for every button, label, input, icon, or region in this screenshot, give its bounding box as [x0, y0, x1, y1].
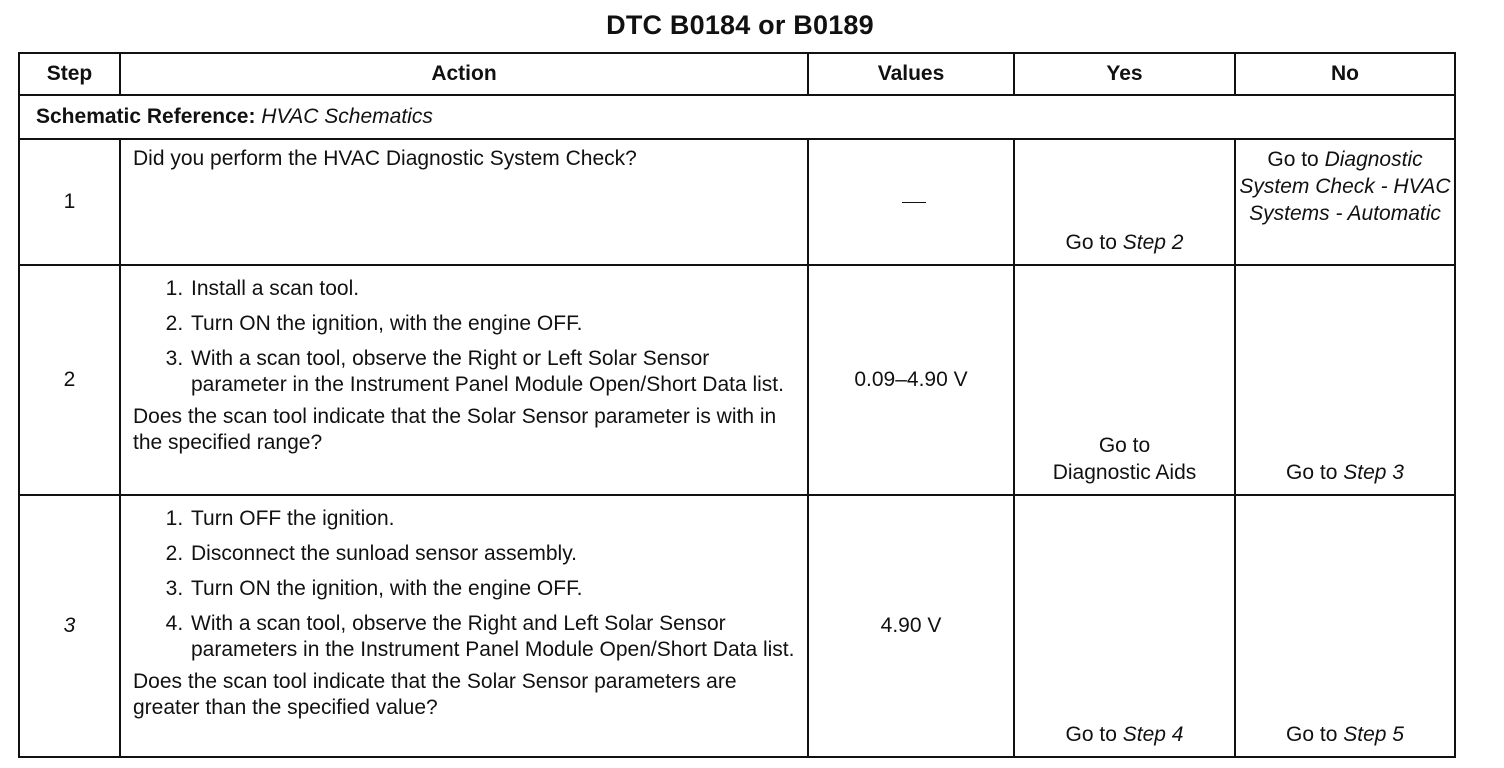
header-row	[19, 53, 1455, 95]
header-no: No	[1235, 53, 1455, 95]
action-step: 3. Turn ON the ignition, with the engine OFF.	[189, 576, 797, 602]
action-question: Does the scan tool indicate that the Solar Sensor parameters are greater than the specified value?	[133, 670, 737, 719]
no-prefix: Go to	[1286, 723, 1344, 746]
header-step: Step	[19, 53, 120, 95]
no-prefix: Go to	[1286, 461, 1344, 484]
yes-cell	[1014, 265, 1235, 495]
yes-cell	[1014, 139, 1235, 265]
action-question: Does the scan tool indicate that the Solar Sensor parameter is with in the specified range?	[133, 405, 777, 454]
value-cell	[808, 139, 1014, 265]
schematic-reference	[19, 95, 1455, 139]
yes-prefix: Go to	[1098, 434, 1151, 457]
value-cell	[808, 265, 1014, 495]
yes-prefix: Go to	[1065, 231, 1123, 254]
action-cell	[120, 265, 808, 495]
action-step: 4. With a scan tool, observe the Right and Left Solar Sensor parameters in the Instrument Panel Module Open/Short Data list.	[189, 611, 797, 663]
step-number: 3	[19, 495, 120, 757]
no-cell	[1235, 265, 1455, 495]
yes-prefix: Go to	[1065, 723, 1123, 746]
table-row	[19, 139, 1455, 265]
page-title: DTC B0184 or B0189	[606, 10, 874, 40]
action-cell	[120, 495, 808, 757]
yes-link[interactable]: Step 2	[1122, 231, 1184, 254]
value-text: 0.09–4.90 V	[854, 368, 968, 391]
action-cell	[120, 139, 808, 265]
value-text: 4.90 V	[880, 614, 942, 637]
header-action: Action	[120, 53, 808, 95]
schematic-reference-row	[19, 95, 1455, 139]
action-steps-list	[133, 276, 797, 398]
no-cell	[1235, 495, 1455, 757]
header-yes: Yes	[1014, 53, 1235, 95]
step-number: 1	[19, 139, 120, 265]
no-prefix: Go to	[1267, 148, 1325, 171]
table-row	[19, 265, 1455, 495]
dash-mark	[902, 202, 926, 203]
schematic-reference-label: Schematic Reference:	[36, 105, 256, 128]
schematic-reference-link[interactable]: HVAC Schematics	[261, 105, 433, 128]
action-step: 2. Turn ON the ignition, with the engine OFF.	[189, 311, 797, 337]
yes-link[interactable]: Diagnostic Aids	[1052, 461, 1197, 484]
no-cell	[1235, 139, 1455, 265]
no-link[interactable]: Step 3	[1343, 461, 1404, 484]
yes-cell	[1014, 495, 1235, 757]
table-row	[19, 495, 1455, 757]
no-link[interactable]: Step 5	[1343, 723, 1404, 746]
no-link[interactable]: Diagnostic System Check - HVAC Systems - Automatic	[1239, 148, 1451, 225]
step-number: 2	[19, 265, 120, 495]
value-cell	[808, 495, 1014, 757]
action-step: 3. With a scan tool, observe the Right or Left Solar Sensor parameter in the Instrument Panel Module Open/Short Data list.	[189, 346, 797, 398]
header-values: Values	[808, 53, 1014, 95]
diagnostic-table	[18, 52, 1456, 758]
action-question: Did you perform the HVAC Diagnostic System Check?	[133, 147, 637, 170]
action-step: 1. Turn OFF the ignition.	[189, 506, 797, 532]
action-step: 2. Disconnect the sunload sensor assembly.	[189, 541, 797, 567]
action-step: 1. Install a scan tool.	[189, 276, 797, 302]
action-steps-list	[133, 506, 797, 663]
yes-link[interactable]: Step 4	[1122, 723, 1184, 746]
